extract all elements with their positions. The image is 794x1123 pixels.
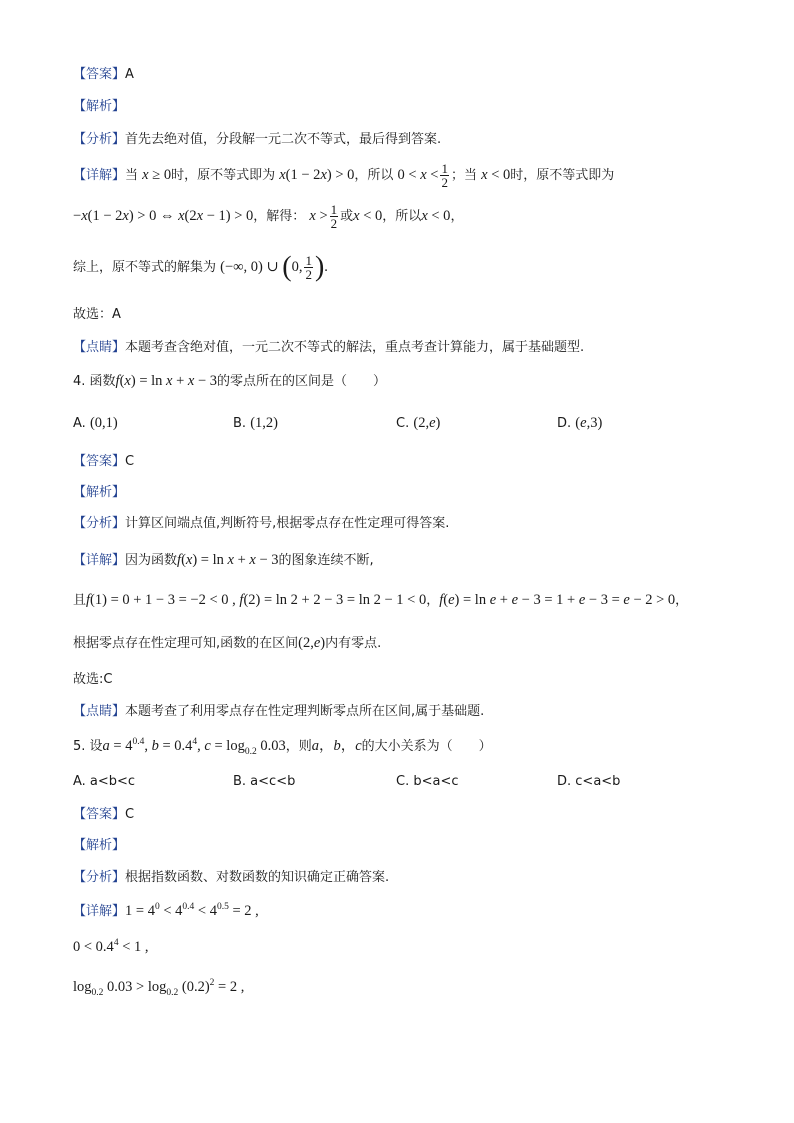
q4-answer-line: 【答案】C [73, 454, 135, 469]
math-expr: x > [309, 208, 328, 224]
math-expr: $a = 4^{0.4}$, $b = 0.4^4$, $c = \log_{0.2} 0.03$ [102, 737, 286, 757]
q5-xiangjie-line3 [73, 978, 244, 997]
math-expr: (−∞, 0) ∪ [220, 259, 283, 275]
q5-option-b: B. a<c<b [233, 774, 296, 789]
q5-option-c: C. b<a<c [396, 774, 459, 789]
q3-answer-line [73, 66, 134, 84]
q3-fenxi: 【分析】首先去绝对值，分段解一元二次不等式，最后得到答案. [73, 132, 442, 147]
math-expr: 0 < x < [397, 167, 439, 183]
q3-jiexi-heading: 【解析】 [73, 99, 126, 114]
math-expr: f(1) = 0 + 1 − 3 = −2 < 0 , f(2) = ln 2 + 2 − 3 = ln 2 − 1 < 0 [86, 592, 427, 608]
math-expr: x ≥ 0 [142, 167, 172, 183]
q5-answer-line: 【答案】C [73, 807, 135, 822]
q5-jiexi-heading: 【解析】 [73, 838, 126, 853]
fraction-one-half: $\frac{1}{2}$ [330, 202, 338, 231]
q3-dianjing: 【点睛】本题考查含绝对值，一元二次不等式的解法，重点考查计算能力，属于基础题型. [73, 340, 585, 355]
math-expr: x < 0 [481, 167, 511, 183]
q4-stem: 4. 函数f(x) = ln x + x − 3的零点所在的区间是（ ） [73, 373, 387, 389]
q4-option-a: A. (0,1) [73, 415, 118, 431]
fraction-one-half: $\frac{1}{2}$ [441, 161, 448, 190]
q5-fenxi: 【分析】根据指数函数、对数函数的知识确定正确答案. [73, 870, 390, 885]
q4-option-b: B. (1,2) [233, 415, 278, 431]
math-expr: $0 < 0.4^4 < 1$ , [73, 938, 149, 955]
q4-xuanze: 故选:C [73, 672, 113, 687]
math-expr: x < 0 [353, 208, 383, 224]
answer-tag: 【答案】 [73, 67, 126, 82]
q3-xuanze: 故选：A [73, 307, 121, 322]
q4-option-d: D. (e,3) [557, 415, 603, 431]
math-expr: f(x) = ln x + x − 3 [177, 552, 279, 568]
answer-value: A [125, 67, 134, 82]
math-expr: (2,e) [298, 635, 326, 651]
q4-xiangjie: 【详解】因为函数f(x) = ln x + x − 3的图象连续不断, [73, 552, 374, 568]
math-expr: $\log_{0.2} 0.03 > \log_{0.2} (0.2)^2 = 2$ , [73, 978, 245, 998]
q5-xiangjie-line1: 【详解】$1 = 4^0 < 4^{0.4} < 4^{0.5} = 2$ , [73, 902, 259, 919]
q4-dianjing: 【点睛】本题考查了利用零点存在性定理判断零点所在区间,属于基础题. [73, 704, 485, 719]
q4-values-line: 且f(1) = 0 + 1 − 3 = −2 < 0 , f(2) = ln 2 + 2 − 3 = ln 2 − 1 < 0，f(e) = ln e + e − 3 = 1 + e − 3 = e − 2 > 0， [73, 592, 689, 608]
q5-option-a: A. a<b<c [73, 774, 136, 789]
q5-xiangjie-line2 [73, 938, 149, 957]
math-expr: f(e) = ln e + e − 3 = 1 + e − 3 = e − 2 > 0 [439, 592, 676, 608]
q3-xiangjie-line2: −x(1 − 2x) > 0 ⇔ x(2x − 1) > 0，解得： x > $\frac{1}{2}$ 或x < 0，所以x < 0， [73, 202, 464, 231]
math-expr: f(x) = ln x + x − 3 [115, 373, 218, 389]
fraction-one-half: $\frac{1}{2}$ [305, 253, 312, 282]
q5-option-d: D. c<a<b [557, 774, 621, 789]
math-expr: x < 0 [421, 208, 451, 224]
q4-option-c: C. (2,e) [396, 415, 441, 431]
math-expr: x(1 − 2x) > 0 [279, 167, 355, 183]
q4-jiexi-heading: 【解析】 [73, 485, 126, 500]
q3-xiangjie-line3: 综上，原不等式的解集为 (−∞, 0) ∪ (0, $\frac{1}{2}$ ). [73, 251, 328, 283]
q4-fenxi: 【分析】计算区间端点值,判断符号,根据零点存在性定理可得答案. [73, 516, 450, 531]
q5-stem: 5. 设$a = 4^{0.4}$, $b = 0.4^4$, $c = \log_{0.2} 0.03$，则a，b，c的大小关系为（ ） [73, 737, 492, 757]
math-expr: −x(1 − 2x) > 0 ⇔ x(2x − 1) > 0 [73, 208, 254, 224]
math-expr: $1 = 4^0 < 4^{0.4} < 4^{0.5} = 2$ , [125, 902, 259, 919]
q4-conclusion: 根据零点存在性定理可知,函数的在区间(2,e)内有零点. [73, 635, 382, 651]
q3-xiangjie-line1: 【详解】当 x ≥ 0时，原不等式即为 x(1 − 2x) > 0，所以 0 < x < $\frac{1}{2}$ ；当 x < 0时，原不等式即为 [73, 161, 615, 190]
